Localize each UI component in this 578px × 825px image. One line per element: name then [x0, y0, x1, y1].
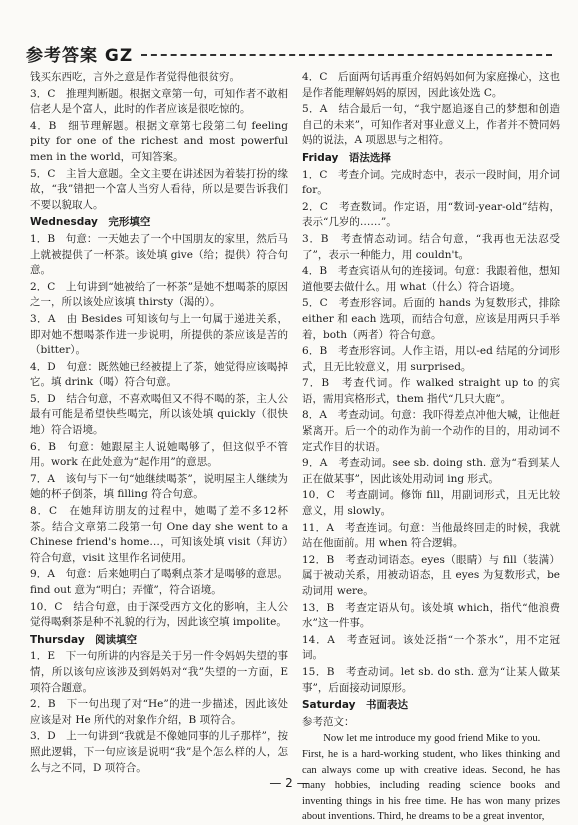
section-heading: Wednesday 完形填空	[30, 216, 151, 229]
answer-item: 11．A 考查连词。句意：当他最终回走的时候，我就站在他面前。用 when 符合逻辑。	[302, 521, 560, 550]
essay-paragraph: Now let me introduce my good friend Mike to you.	[323, 733, 541, 745]
essay-paragraph: First, he is a hard-working student, who likes thinking and can always come up with creative ideas. Second, he has many hobbies, including reading science books and inventing things in his free time. He has won many prizes about inventions. Third, he dreams to be a great inventor,	[302, 748, 560, 823]
page-number: — 2 —	[269, 776, 309, 790]
answer-item: 10．C 考查副词。修饰 fill，用副词形式，且无比较意义，用 slowly。	[302, 489, 560, 518]
answer-item: 1．B 句意：一天她去了一个中国朋友的家里，然后马上就被提供了一杯茶。该处填 give（给；提供）符合句意。	[30, 232, 288, 277]
header-dashed-rule	[141, 54, 552, 56]
answer-item: 3．A 由 Besides 可知该句与上一句属于递进关系，即对她不想喝茶作进一步说明，所提供的茶应该是苦的（bitter）。	[30, 312, 288, 357]
sample-label: 参考范文：	[302, 715, 355, 728]
page-header	[26, 40, 552, 66]
answer-item: 5．A 结合最后一句，“我宁愿追逐自己的梦想和创造自己的未来”，可知作者对事业意义上，作者并不赞同妈妈的说法，A 项恩思与之相符。	[302, 103, 560, 147]
answer-item: 1．C 考查介词。完成时态中，表示一段时间，用介词 for。	[302, 168, 560, 197]
answer-item: 4．B 细节理解题。根据文章第七段第二句 feeling pity for one of the richest and most powerful men in the world，可知答案。	[30, 119, 288, 163]
section-heading: Saturday 书面表达	[302, 699, 408, 712]
answer-item: 5．C 主旨大意题。全文主要在讲述因为着装打扮的缘故，“我”错把一个富人当穷人看待，所以是要告诉我们不要以貌取人。	[30, 167, 288, 211]
answer-item: 7．B 考查代词。作 walked straight up to 的宾语，需用宾格形式，them 指代“几只大鹿”。	[302, 377, 560, 405]
answer-item: 12．B 考查动词语态。eyes（眼睛）与 fill（装满）属于被动关系，用被动语态，且 eyes 为复数形式，be 动词用 were。	[302, 553, 560, 597]
answer-item: 3．C 推理判断题。根据文章第一句，可知作者不敢相信老人是个富人，此时的作者应该是很吃惊的。	[30, 87, 288, 116]
header-title: 参考答案 GZ	[26, 45, 134, 66]
answer-item: 3．B 考查情态动词。结合句意，“我再也无法忍受了”，表示一种能力，用 couldn't。	[302, 232, 560, 261]
answer-item: 2．C 考查数词。作定语，用“数词-year-old”结构，表示“几岁的……”。	[302, 200, 560, 229]
answer-item: 4．B 考查宾语从句的连接词。句意：我跟着他，想知道他要去做什么。用 what（什么）符合语境。	[302, 265, 560, 293]
left-column	[30, 70, 288, 774]
answer-item: 6．B 考查形容词。人作主语，用以-ed 结尾的分词形式，且无比较意义，用 surprised。	[302, 345, 560, 373]
answer-item: 1．E 下一句所讲的内容是关于另一件令妈妈失望的事情，所以该句应该涉及到妈妈对“我”失望的一方面，E 项符合题意。	[30, 650, 288, 694]
section-heading: Thursday 阅读填空	[30, 633, 138, 646]
answer-item: 8．C 在她拜访朋友的过程中，她喝了差不多12杯茶。结合文章第二段第一句 One day she went to a Chinese friend's home…，可知该处填 visit（拜访）符合句意，visit 这里作名词使用。	[30, 505, 288, 564]
answer-item: 2．B 下一句出现了对“He”的进一步描述，因此该处应该是对 He 所代的对象作介绍，B 项符合。	[30, 698, 288, 726]
answer-item: 6．B 句意：她跟屋主人说她喝够了，但这似乎不管用。work 在此处意为“起作用”的意思。	[30, 440, 288, 469]
continued-text: 钱买东西吃，言外之意是作者觉得他很贫穷。	[30, 71, 240, 83]
answer-item: 15．B 考查动词。let sb. do sth. 意为“让某人做某事”，后面接动词原形。	[302, 665, 560, 694]
answer-item: 5．C 考查形容词。后面的 hands 为复数形式，排除 either 和 each 选项，而结合句意，应该是用两只手举着，both（两者）符合句意。	[302, 297, 560, 341]
answer-item: 4．C 后面两句话再重介绍妈妈如何为家庭操心，这也是作者能理解妈妈的原因，因此该处选 C。	[302, 71, 560, 99]
answer-item: 2．C 上句讲到“她被给了一杯茶”是她不想喝茶的原因之一，所以该处应该填 thirsty（渴的）。	[30, 280, 288, 309]
answer-item: 3．D 上一句讲到“我就是不像她同事的儿子那样”，按照此逻辑，下一句应该是说明“我”是个怎么样的人，怎么与之不同，D 项符合。	[30, 730, 288, 774]
answer-item: 9．A 句意：后来她明白了喝剩点茶才是喝够的意思。find out 意为“明白；弄懂”，符合语境。	[30, 568, 288, 596]
answer-item: 4．D 句意：既然她已经被提上了茶，她觉得应该喝掉它。填 drink（喝）符合句意。	[30, 360, 288, 389]
answer-item: 5．D 结合句意，不喜欢喝但又不得不喝的茶，主人公最有可能是希望快些喝完，所以该处填 quickly（很快地）符合语境。	[30, 392, 288, 437]
answer-item: 9．A 考查动词。see sb. doing sth. 意为“看到某人正在做某事”，因此该处用动词 ing 形式。	[302, 457, 560, 485]
section-heading: Friday 语法选择	[302, 151, 391, 164]
right-column	[302, 70, 560, 823]
answer-item: 7．A 该句与下一句“她继续喝茶”，说明屋主人继续为她的杯子倒茶，填 filling 符合句意。	[30, 472, 288, 501]
answer-item: 10．C 结合句意，由于深受西方文化的影响，主人公觉得喝剩茶是种不礼貌的行为，因此该空填 impolite。	[30, 600, 288, 629]
answer-item: 14．A 考查冠词。该处泛指“一个茶水”，用不定冠词。	[302, 633, 560, 662]
answer-item: 13．B 考查定语从句。该处填 which，指代“他浪费水”这一件事。	[302, 601, 560, 630]
answer-item: 8．A 考查动词。句意：我吓得差点冲他大喊，让他赶紧离开。后一个的动作为前一个动作的目的，用动词不定式作目的状语。	[302, 409, 560, 453]
